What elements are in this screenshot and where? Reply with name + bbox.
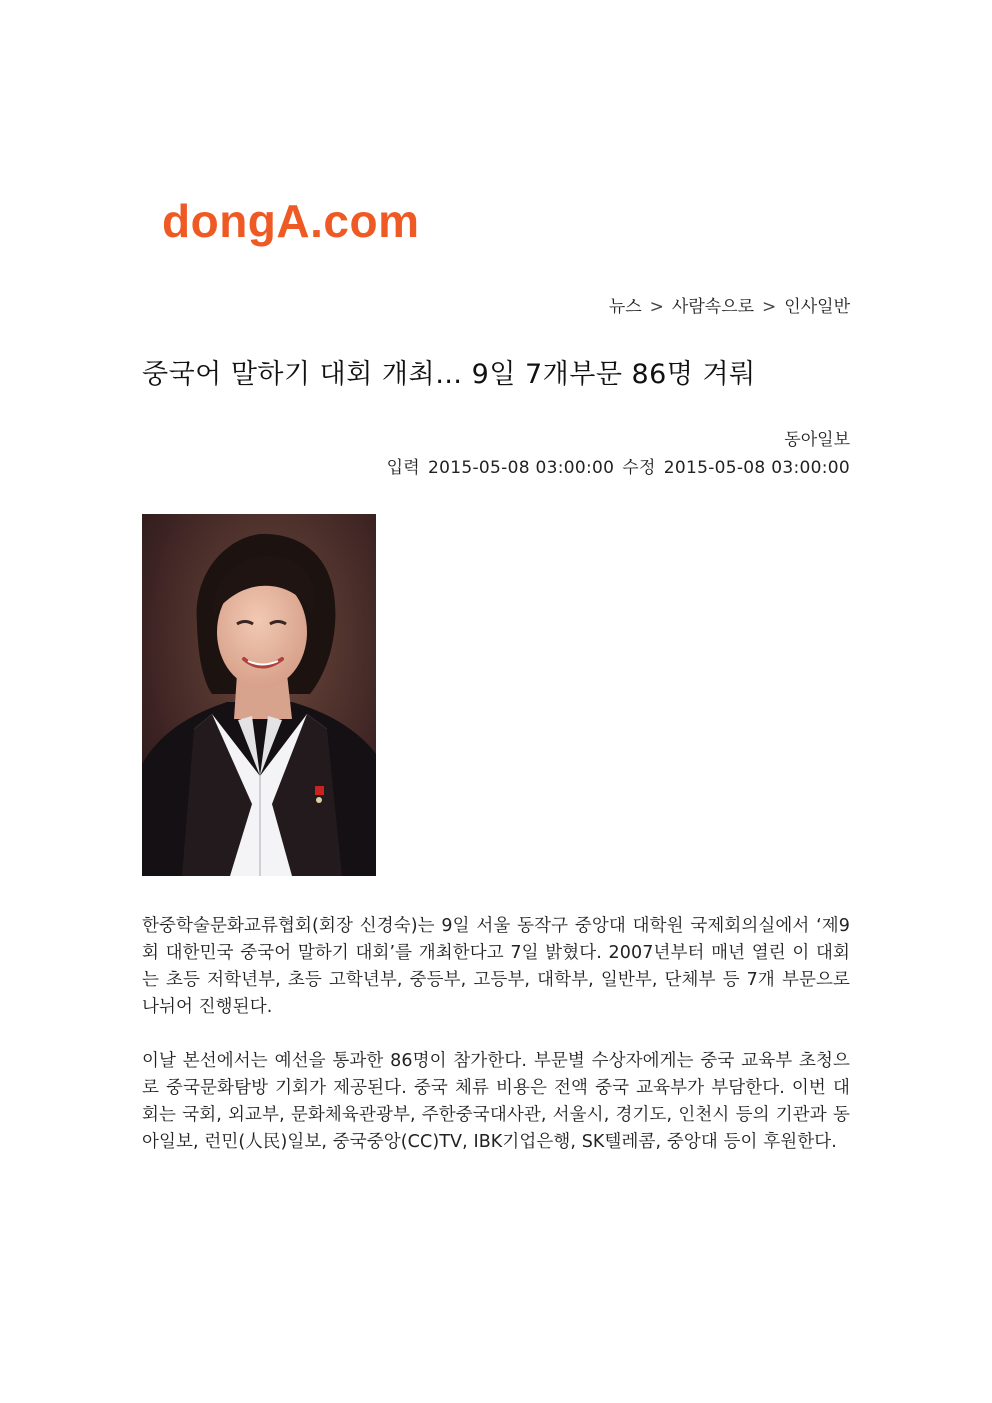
article-source: 동아일보	[784, 430, 850, 450]
portrait-photo-icon	[142, 514, 376, 876]
article-photo	[142, 514, 376, 876]
breadcrumb-separator: >	[762, 297, 777, 317]
donga-logo[interactable]: dongA.com	[162, 195, 420, 247]
input-label: 입력	[386, 458, 421, 478]
article-title: 중국어 말하기 대회 개최… 9일 7개부문 86명 겨뤄	[142, 359, 756, 390]
input-date: 2015-05-08 03:00:00	[428, 458, 615, 478]
modified-date: 2015-05-08 03:00:00	[663, 458, 850, 478]
article-paragraph-2: 이날 본선에서는 예선을 통과한 86명이 참가한다. 부문별 수상자에게는 중국 교육부 초청으로 중국문화탐방 기회가 제공된다. 중국 체류 비용은 전액 중국 교육부가 부담한다. 이번 대회는 국회, 외교부, 문화체육관광부, 주한중국대사관, 서울시, 경기도, 인천시 등의 기관과 동아일보, 런민(人民)일보, 중국중앙(CC)TV, IBK기업은행, SK텔레콤, 중앙대 등이 후원한다.	[142, 1051, 850, 1152]
breadcrumb-separator: >	[649, 297, 664, 317]
article-paragraph-1: 한중학술문화교류협회(회장 신경숙)는 9일 서울 동작구 중앙대 대학원 국제회의실에서 ‘제9회 대한민국 중국어 말하기 대회’를 개최한다고 7일 밝혔다. 2007년부터 매년 열린 이 대회는 초등 저학년부, 초등 고학년부, 중등부, 고등부, 대학부, 일반부, 단체부 등 7개 부문으로 나뉘어 진행된다.	[142, 916, 850, 1017]
breadcrumb-item-personnel[interactable]: 인사일반	[784, 297, 850, 317]
breadcrumb-item-news[interactable]: 뉴스	[608, 297, 642, 317]
modified-label: 수정	[622, 458, 656, 478]
breadcrumb	[609, 292, 850, 317]
breadcrumb-item-people[interactable]: 사람속으로	[671, 297, 755, 317]
article-dates	[387, 453, 850, 478]
